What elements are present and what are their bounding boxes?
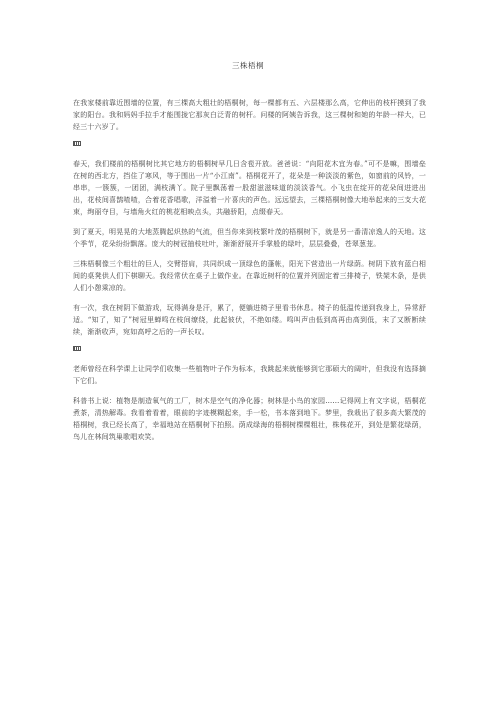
paragraph: 三株梧桐像三个粗壮的巨人，交臂搭肩，共同织成一顶绿色的蓬帐，阳光下营造出一片绿荫。树阴下放有蓝白相间的桌凳供人们下棋聊天。我经常伏在桌子上做作业。在靠近树杆的位置并列固定着三排椅子，铁架木条，是供人们小憩乘凉的。 xyxy=(73,260,426,292)
document-body xyxy=(73,97,426,451)
paragraph: 有一次，我在树阴下做游戏，玩得满身是汗，累了，便躺进椅子里看书休息。椅子的低温传递到我身上，异常舒适。“知了，知了”树冠里蝉鸣在枝间缭绕，此起彼伏，不绝如缕。鸣叫声由低到高再由高到低，末了又断断续续，渐渐收声，宛如高呼之后的一声长叹。 xyxy=(73,304,426,336)
section-break-icon xyxy=(73,141,81,146)
document-title: 三株梧桐 xyxy=(232,61,264,70)
paragraph: 科普书上说：植物是制造氧气的工厂，树木是空气的净化器；树林是小鸟的家园……记得网上有文字说，梧桐花煮茶，清热解毒。我看着看着，眼前的字迹模糊起来，手一松，书本落到地下。梦里，我栽出了很多高大繁茂的梧桐树，我已经长高了，幸福地站在梧桐树下拍照。荫成绿海的梧桐树棵棵粗壮，株株花开，到处是繁花绿荫，鸟儿在林间筑巢歌唱欢笑。 xyxy=(73,397,426,441)
paragraph: 春天，我们楼前的梧桐树比其它地方的梧桐树早几日含苞开放。爸爸说：“向阳花木宜为春。”可不是嘛，围墙垒在树的西北方，挡住了寒风，等于围出一片“小江南”。梧桐花开了，花朵是一种淡淡的紫色，如窗前的风铃，一串串，一簇簇，一团团，满枝满丫。院子里飘荡着一股甜滋滋味道的淡淡香气。小飞虫在绽开的花朵间进进出出，花枝间喜鹊喳喳，合着花香唱歌，洋溢着一片喜庆的声色。远远望去，三棵梧桐树像大地举起来的三支大花束，绚丽夺目，与墙角火红的桃花相映点头，共融骄阳，点缀春天。 xyxy=(73,160,426,216)
paragraph: 在我家楼前靠近围墙的位置，有三棵高大粗壮的梧桐树，每一棵都有五、六层楼那么高，它伸出的枝杆摸到了我家的阳台。我和妈妈手拉手才能围拢它那灰白泛青的树杆。问楼的阿姨告诉我，这三棵树和她的年龄一样大，已经三十六岁了。 xyxy=(73,99,426,131)
section-break-icon xyxy=(73,346,81,351)
paragraph: 到了夏天，明晃晃的大地蒸腾起炽热的气流，但当你来到枝繁叶茂的梧桐树下，就是另一番清凉逸人的天地。这个季节，花朵纷纷飘落。庞大的树冠抽枝吐叶，渐渐舒展开手掌般的绿叶，层层叠叠，苍翠葱茏。 xyxy=(73,228,426,248)
paragraph: 老师曾经在科学课上让同学们收集一些植物叶子作为标本，我跳起来就能够到它那硕大的阔叶，但我没有选择摘下它们。 xyxy=(73,365,426,385)
